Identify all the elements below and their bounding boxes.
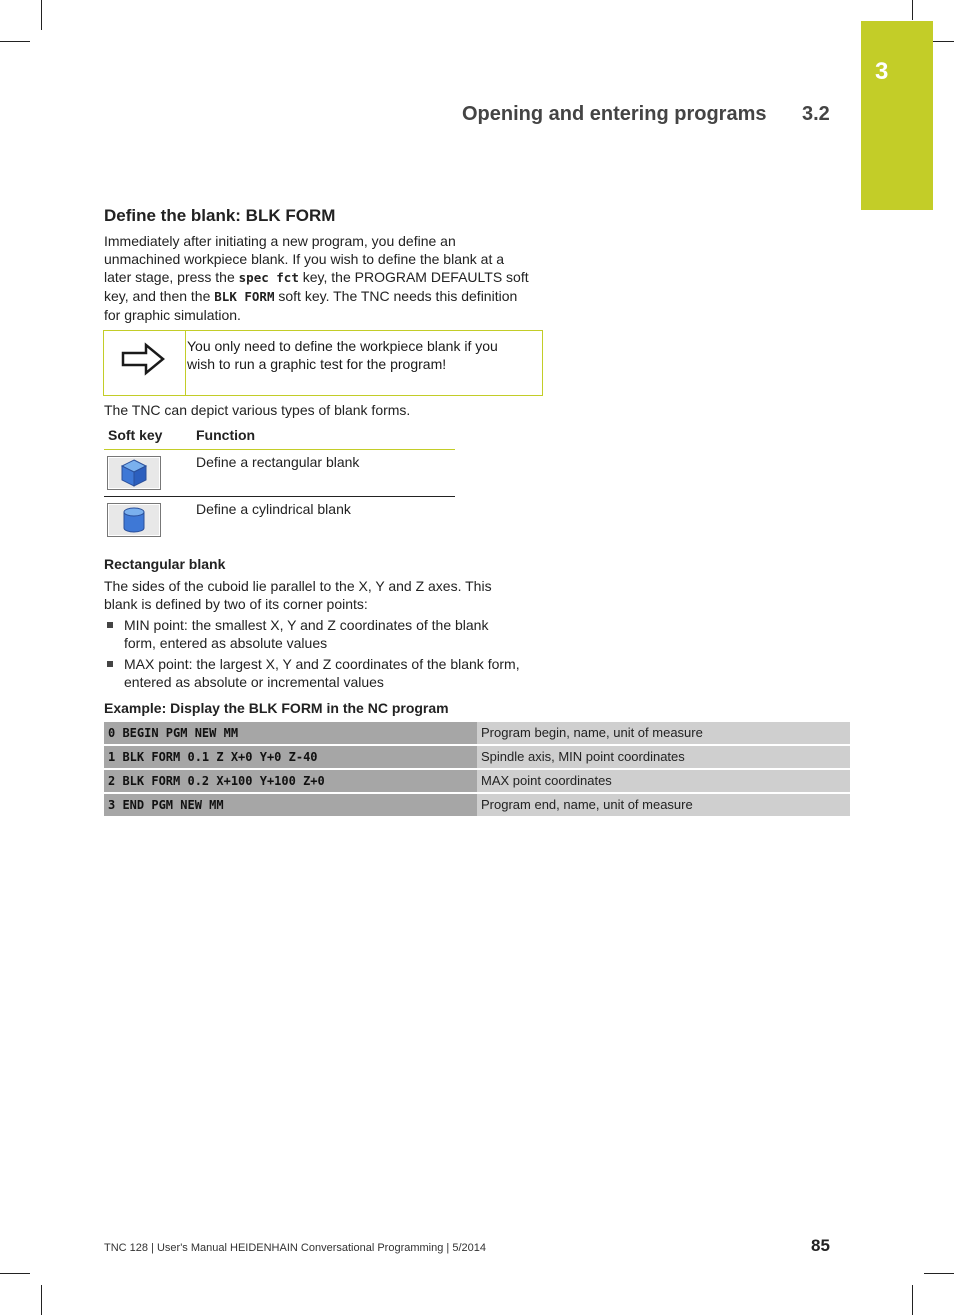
nc-description: Program end, name, unit of measure	[477, 794, 850, 816]
nc-code: 0 BEGIN PGM NEW MM	[104, 722, 477, 744]
intro-paragraph	[104, 232, 554, 324]
crop-mark	[0, 41, 30, 42]
arrow-right-icon	[120, 341, 166, 377]
function-column-header: Function	[196, 427, 256, 443]
note-text	[187, 337, 527, 373]
rect-blank-heading: Rectangular blank	[104, 556, 226, 572]
crop-mark	[912, 0, 913, 20]
section-heading: Define the blank: BLK FORM	[104, 206, 336, 225]
example-row	[104, 794, 850, 816]
crop-mark	[41, 1285, 42, 1315]
types-text: The TNC can depict various types of blank forms.	[104, 402, 411, 418]
nc-code: 2 BLK FORM 0.2 X+100 Y+100 Z+0	[104, 770, 477, 792]
example-row	[104, 770, 850, 792]
crop-mark	[0, 1273, 30, 1274]
intro-line: for graphic simulation.	[104, 307, 241, 323]
intro-line	[104, 287, 554, 306]
running-header-title: Opening and entering programs	[462, 103, 767, 125]
crop-mark	[41, 0, 42, 30]
crop-mark	[933, 41, 954, 42]
cylinder-icon	[108, 504, 160, 536]
bullet-line: MAX point: the largest X, Y and Z coordinates of the blank form,	[124, 656, 520, 672]
bullet-item	[124, 616, 554, 652]
bullet-marker	[107, 622, 113, 628]
intro-text: later stage, press the	[104, 269, 239, 285]
intro-line: unmachined workpiece blank. If you wish to define the blank at a	[104, 251, 505, 267]
chapter-number: 3	[875, 58, 889, 85]
bullet-marker	[107, 661, 113, 667]
nc-code: 1 BLK FORM 0.1 Z X+0 Y+0 Z-40	[104, 746, 477, 768]
softkey-function-text: Define a rectangular blank	[196, 454, 360, 470]
cube-icon	[108, 457, 160, 489]
page-number: 85	[811, 1236, 830, 1255]
nc-description: Spindle axis, MIN point coordinates	[477, 746, 850, 768]
rect-blank-line: The sides of the cuboid lie parallel to the X, Y and Z axes. This	[104, 578, 492, 594]
rect-blank-line: blank is defined by two of its corner points:	[104, 596, 368, 612]
note-line: You only need to define the workpiece blank if you	[187, 338, 498, 354]
bullet-line: entered as absolute or incremental values	[124, 674, 384, 690]
running-header-section: 3.2	[802, 103, 830, 125]
note-box	[103, 330, 543, 396]
nc-code: 3 END PGM NEW MM	[104, 794, 477, 816]
intro-text: key, the PROGRAM DEFAULTS soft	[298, 269, 529, 285]
softkey-cylindrical-blank[interactable]	[107, 503, 161, 537]
footer-text: TNC 128 | User's Manual HEIDENHAIN Conversational Programming | 5/2014	[104, 1242, 486, 1254]
nc-description: Program begin, name, unit of measure	[477, 722, 850, 744]
bullet-line: MIN point: the smallest X, Y and Z coordinates of the blank	[124, 617, 489, 633]
chapter-tab	[861, 21, 933, 210]
nc-description: MAX point coordinates	[477, 770, 850, 792]
key-name: spec fct	[238, 270, 299, 285]
intro-text: key, and then the	[104, 288, 215, 304]
note-line: wish to run a graphic test for the program!	[187, 356, 447, 372]
intro-line	[104, 268, 554, 287]
example-heading: Example: Display the BLK FORM in the NC program	[104, 700, 449, 716]
softkey-column-header: Soft key	[108, 427, 163, 443]
rect-blank-paragraph	[104, 577, 554, 613]
intro-line: Immediately after initiating a new program, you define an	[104, 233, 456, 249]
key-name: BLK FORM	[214, 289, 275, 304]
bullet-line: form, entered as absolute values	[124, 635, 328, 651]
example-row	[104, 746, 850, 768]
crop-mark	[924, 1273, 954, 1274]
example-row	[104, 722, 850, 744]
table-rule	[104, 449, 455, 450]
intro-text: soft key. The TNC needs this definition	[274, 288, 518, 304]
bullet-item	[124, 655, 554, 691]
softkey-rectangular-blank[interactable]	[107, 456, 161, 490]
note-divider	[185, 331, 186, 395]
table-row-divider	[104, 496, 455, 497]
crop-mark	[912, 1285, 913, 1315]
softkey-function-text: Define a cylindrical blank	[196, 501, 351, 517]
